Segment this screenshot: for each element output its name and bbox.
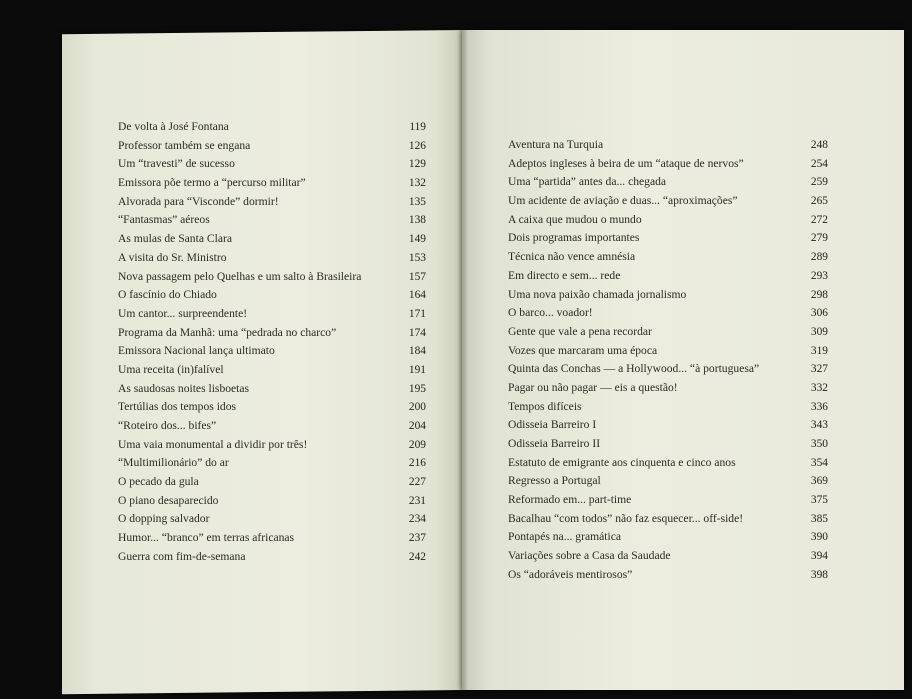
toc-entry <box>118 137 438 156</box>
toc-entry-title: Bacalhau “com todos” não faz esquecer... off-side! <box>508 511 744 525</box>
toc-entry-title: Reformado em... part-time <box>508 493 632 507</box>
toc-entry <box>118 510 438 529</box>
toc-entry-title: “Roteiro dos... bifes” <box>118 419 217 432</box>
toc-entry <box>508 360 828 379</box>
toc-entry-page-number: 164 <box>408 289 426 302</box>
toc-entry <box>508 398 828 417</box>
toc-entry-title: Aventura na Turquia <box>508 138 604 151</box>
book-spine <box>458 30 468 690</box>
toc-entry-title: O pecado da gula <box>118 475 199 489</box>
toc-entry-page-number: 204 <box>408 420 426 432</box>
toc-entry <box>508 416 828 435</box>
toc-entry <box>118 193 438 212</box>
toc-entry-page-number: 200 <box>408 401 426 414</box>
toc-entry-title: Guerra com fim-de-semana <box>118 549 246 563</box>
toc-entry <box>508 510 828 529</box>
toc-entry-title: O piano desaparecido <box>118 493 219 507</box>
toc-entry-title: As saudosas noites lisboetas <box>118 381 250 395</box>
toc-entry <box>508 528 828 547</box>
toc-entry <box>118 380 438 399</box>
toc-entry-title: Dois programas importantes <box>508 231 640 245</box>
toc-entry-title: Os “adoráveis mentirosos” <box>508 567 633 581</box>
toc-entry <box>508 136 828 155</box>
toc-entry-title: Adeptos ingleses à beira de um “ataque de nervos” <box>508 156 744 170</box>
toc-entry-title: Emissora Nacional lança ultimato <box>118 344 275 358</box>
toc-entry <box>118 417 438 436</box>
toc-entry-title: Uma “partida” antes da... chegada <box>508 175 667 189</box>
toc-entry-page-number: 293 <box>810 269 828 282</box>
toc-entry <box>118 286 438 305</box>
toc-list-right <box>508 136 828 585</box>
toc-entry-title: Um “travesti” de sucesso <box>118 157 235 171</box>
toc-entry-page-number: 332 <box>810 381 828 394</box>
toc-entry-page-number: 227 <box>408 476 426 489</box>
toc-entry <box>508 155 828 174</box>
toc-entry <box>118 211 438 230</box>
toc-entry-title: Alvorada para “Visconde” dormir! <box>118 194 279 208</box>
toc-entry-title: Um acidente de aviação e duas... “aproximações” <box>508 194 738 208</box>
toc-entry-page-number: 369 <box>810 475 828 488</box>
toc-entry-page-number: 132 <box>408 177 426 190</box>
toc-entry-page-number: 153 <box>408 251 426 264</box>
toc-entry <box>118 155 438 174</box>
toc-entry-page-number: 234 <box>408 513 426 526</box>
toc-entry-title: Professor também se engana <box>118 138 251 152</box>
toc-entry-page-number: 336 <box>810 400 828 413</box>
toc-entry-page-number: 209 <box>408 438 426 451</box>
open-book <box>62 30 904 690</box>
toc-entry-page-number: 385 <box>810 512 828 525</box>
toc-entry-page-number: 390 <box>810 531 828 544</box>
toc-entry-title: Uma nova paixão chamada jornalismo <box>508 287 687 301</box>
toc-entry-title: O fascínio do Chiado <box>118 288 217 302</box>
toc-entry-title: Vozes que marcaram uma época <box>508 343 658 357</box>
toc-entry-page-number: 135 <box>408 195 426 208</box>
toc-entry-title: Humor... “branco” em terras africanas <box>118 531 295 545</box>
toc-entry-page-number: 157 <box>408 270 426 283</box>
toc-entry <box>508 454 828 473</box>
toc-entry-page-number: 319 <box>810 344 828 357</box>
toc-entry-title: Tertúlias dos tempos idos <box>118 400 237 414</box>
toc-entry-title: Estatuto de emigrante aos cinquenta e cinco anos <box>508 455 736 469</box>
toc-entry <box>118 473 438 492</box>
toc-entry-title: Programa da Manhã: uma “pedrada no charco” <box>118 325 337 339</box>
toc-entry-title: Odisseia Barreiro I <box>508 418 597 432</box>
toc-entry-page-number: 184 <box>408 345 426 358</box>
toc-entry-title: As mulas de Santa Clara <box>118 232 232 246</box>
toc-entry <box>508 192 828 211</box>
toc-entry <box>508 248 828 267</box>
toc-entry-page-number: 394 <box>810 550 828 563</box>
toc-entry <box>508 342 828 361</box>
toc-entry <box>118 454 438 473</box>
toc-entry <box>508 323 828 342</box>
toc-entry-page-number: 259 <box>810 176 828 189</box>
toc-entry-page-number: 298 <box>810 288 828 301</box>
toc-entry <box>118 492 438 511</box>
toc-entry <box>118 174 438 193</box>
toc-entry <box>508 304 828 323</box>
toc-entry-title: “Fantasmas” aéreos <box>118 213 210 227</box>
toc-entry-title: A caixa que mudou o mundo <box>508 212 642 226</box>
toc-entry <box>508 435 828 454</box>
toc-entry-title: Regresso a Portugal <box>508 474 601 488</box>
toc-entry-title: Pontapés na... gramática <box>508 530 621 544</box>
toc-entry <box>118 361 438 380</box>
toc-entry-page-number: 254 <box>810 157 828 170</box>
toc-entry-page-number: 237 <box>408 532 426 545</box>
toc-entry <box>118 324 438 343</box>
toc-entry-title: Quinta das Conchas — a Hollywood... “à portuguesa” <box>508 362 760 376</box>
toc-entry <box>508 211 828 230</box>
toc-entry-page-number: 216 <box>408 457 426 470</box>
toc-entry-page-number: 126 <box>408 139 426 152</box>
toc-entry-page-number: 119 <box>409 121 426 133</box>
toc-entry <box>508 379 828 398</box>
toc-entry-page-number: 171 <box>408 307 426 320</box>
toc-entry-page-number: 242 <box>408 550 426 563</box>
toc-entry-title: Variações sobre a Casa da Saudade <box>508 549 671 563</box>
toc-entry <box>118 548 438 567</box>
toc-entry <box>118 249 438 268</box>
toc-entry-title: De volta à José Fontana <box>118 120 229 133</box>
toc-entry <box>508 229 828 248</box>
toc-entry-title: Odisseia Barreiro II <box>508 437 601 450</box>
toc-entry-page-number: 231 <box>408 494 426 507</box>
toc-entry <box>508 286 828 305</box>
toc-entry <box>508 472 828 491</box>
toc-entry-page-number: 265 <box>810 195 828 208</box>
toc-entry-page-number: 350 <box>810 438 828 450</box>
toc-entry-title: O dopping salvador <box>118 512 210 526</box>
toc-entry-page-number: 398 <box>810 568 828 581</box>
toc-entry-title: Em directo e sem... rede <box>508 268 621 282</box>
toc-entry <box>118 436 438 455</box>
toc-entry-title: Nova passagem pelo Quelhas e um salto à Brasileira <box>118 269 362 283</box>
toc-entry-page-number: 354 <box>810 456 828 469</box>
toc-entry-title: Uma vaia monumental a dividir por três! <box>118 437 308 451</box>
toc-entry-page-number: 279 <box>810 232 828 245</box>
toc-entry-title: Uma receita (in)falível <box>118 362 224 376</box>
toc-entry-page-number: 343 <box>810 419 828 432</box>
toc-entry-title: Técnica não vence amnésia <box>508 250 636 264</box>
toc-entry-title: A visita do Sr. Ministro <box>118 250 227 264</box>
toc-entry <box>508 547 828 566</box>
toc-entry <box>118 529 438 548</box>
toc-entry <box>508 491 828 510</box>
toc-entry-title: “Multimilionário” do ar <box>118 456 229 470</box>
toc-entry <box>508 173 828 192</box>
toc-entry-page-number: 129 <box>408 158 426 171</box>
toc-entry-page-number: 272 <box>810 213 828 226</box>
toc-entry-page-number: 149 <box>408 233 426 246</box>
toc-entry-title: Tempos difíceis <box>508 399 582 413</box>
toc-entry-title: Pagar ou não pagar — eis a questão! <box>508 380 678 394</box>
toc-entry <box>508 566 828 585</box>
toc-entry-page-number: 289 <box>810 251 828 264</box>
toc-entry-title: Um cantor... surpreendente! <box>118 306 248 320</box>
toc-entry-page-number: 174 <box>408 326 426 339</box>
toc-entry-page-number: 195 <box>408 382 426 395</box>
toc-entry-page-number: 309 <box>810 325 828 338</box>
toc-entry-title: O barco... voador! <box>508 306 593 320</box>
toc-entry-page-number: 375 <box>810 494 828 507</box>
toc-entry <box>118 398 438 417</box>
toc-entry-page-number: 138 <box>408 214 426 227</box>
toc-entry <box>118 230 438 249</box>
toc-entry-page-number: 248 <box>810 139 828 151</box>
toc-entry <box>118 118 438 137</box>
toc-entry-page-number: 306 <box>810 307 828 320</box>
toc-entry-title: Gente que vale a pena recordar <box>508 324 652 338</box>
toc-entry-page-number: 191 <box>408 363 426 376</box>
toc-entry <box>118 305 438 324</box>
toc-entry-page-number: 327 <box>810 363 828 376</box>
toc-entry <box>118 268 438 287</box>
toc-list-left <box>118 118 438 567</box>
toc-entry <box>118 342 438 361</box>
toc-entry <box>508 267 828 286</box>
toc-entry-title: Emissora põe termo a “percurso militar” <box>118 176 306 190</box>
